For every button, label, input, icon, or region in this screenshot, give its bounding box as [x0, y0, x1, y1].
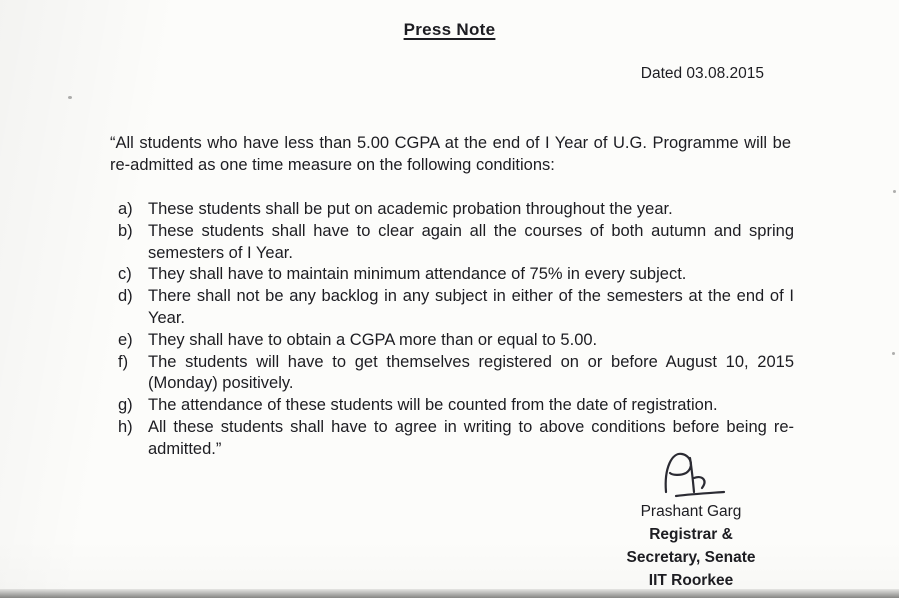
condition-label: a): [118, 200, 133, 218]
scan-edge: [0, 589, 899, 598]
condition-item: [118, 330, 794, 352]
signatory-designation-1: Registrar &: [649, 526, 733, 543]
condition-text: They shall have to obtain a CGPA more than or equal to 5.00.: [148, 330, 598, 349]
condition-label: e): [118, 330, 133, 349]
document-title: Press Note: [403, 20, 496, 39]
date-line: Dated 03.08.2015: [640, 65, 764, 82]
signatory-designation-2: Secretary, Senate: [626, 549, 756, 566]
condition-item: [118, 221, 794, 265]
condition-item: [118, 264, 794, 286]
condition-label: c): [118, 265, 132, 284]
condition-label: d): [118, 287, 133, 306]
signatory-designation-3: IIT Roorkee: [648, 572, 734, 589]
condition-text: They shall have to maintain minimum attendance of 75% in every subject.: [148, 265, 687, 284]
signatory-name: Prashant Garg: [640, 503, 742, 520]
signature-block: [611, 448, 771, 592]
scan-artifact: [893, 190, 896, 193]
condition-text: All these students shall have to agree in writing to above conditions before being re-admitted.”: [148, 417, 794, 458]
scan-artifact: [892, 352, 895, 355]
condition-label: f): [118, 352, 129, 371]
condition-item: [118, 395, 794, 417]
scan-artifact: [68, 96, 72, 99]
conditions-list: [118, 199, 794, 461]
condition-item: [118, 286, 794, 330]
condition-label: g): [118, 396, 133, 415]
condition-text: There shall not be any backlog in any subject in either of the semesters at the end of I Year.: [148, 287, 794, 327]
intro-paragraph: “All students who have less than 5.00 CGPA at the end of I Year of U.G. Programme will be re-admitted as one time measure on the following conditions:: [110, 134, 791, 174]
signature-scribble: [652, 448, 730, 498]
condition-item: [118, 352, 794, 396]
condition-label: h): [118, 417, 133, 436]
condition-text: These students shall have to clear again all the courses of both autumn and spring semesters of I Year.: [148, 221, 794, 262]
condition-item: [118, 199, 794, 221]
condition-text: These students shall be put on academic probation throughout the year.: [148, 200, 673, 218]
condition-text: The students will have to get themselves registered on or before August 10, 2015 (Monday) positively.: [148, 352, 794, 393]
condition-label: b): [118, 221, 133, 240]
condition-text: The attendance of these students will be counted from the date of registration.: [148, 396, 718, 415]
